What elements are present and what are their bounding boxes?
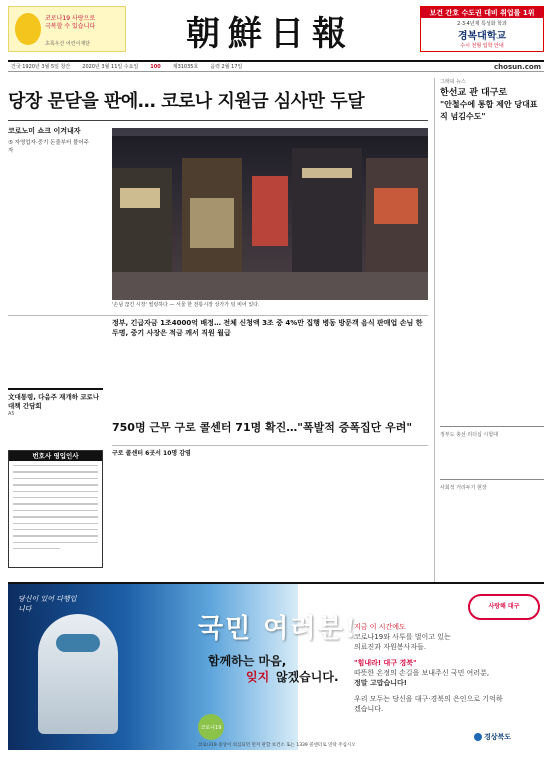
divider [112,445,428,446]
notice-body [13,465,98,563]
info-date: 2020년 3월 11일 수요일 [82,64,139,70]
right-ad-name: 경복대학교 [457,31,507,42]
info-anniversary: 100 [150,63,161,70]
newspaper-title: 朝鮮日報 [186,14,354,54]
lead-left-column [8,126,93,380]
notice-box[interactable] [8,450,103,568]
series-kicker: ⑤ 자영업자·중기 돈줄부터 풀어주자 [8,140,89,154]
goggles-icon [56,634,100,652]
left-ad-line2: 극복할 수 있습니다 [45,22,96,30]
related-article-title: 文대통령, 다음주 재개하 코로나 대책 간담회 [8,393,100,410]
body-column-1 [112,344,212,410]
ad-line-2a: 잊지 [246,670,270,684]
left-ad-line3: 초록우산 어린이재단 [45,41,91,47]
left-ad-line1: 코로나19 사랑으로 [45,15,96,22]
series-title: 코로노미 쇼크 이겨내자 [8,127,81,135]
ad-campaign-logo: 사랑해 대구 [468,594,540,620]
masthead-left-ad[interactable] [8,6,126,52]
lead-subhead[interactable]: 정부, 긴급자금 1조4000억 배정… 전체 신청액 3조 중 4%만 집행 병동 방문객 음식 판매업 손님 한두명, 중기 사장은 적금 깨서 직원 월급 [112,319,423,337]
ad-rt-2: 코로나19와 사투를 벌이고 있는 [354,633,451,641]
second-byline: 구로 콜센터 6곳서 10명 감염 [112,450,191,457]
body-column-2 [220,344,320,410]
ad-right-text [354,622,504,714]
right-column [440,78,544,419]
ad-rt-1: 지금 이 시간에도 [354,623,406,631]
ad-rt-5: 우리 모두는 당신을 대구·경북의 은인으로 기억하겠습니다. [354,695,503,713]
masthead-right-ad[interactable] [420,6,544,52]
ad-line-2b: 않겠습니다. [276,670,339,684]
ad-big-title: 국민 여러분! [198,614,359,644]
ad-brand: 경상북도 [484,733,512,741]
info-founding: 건국 1920년 3월 5일 창간 [11,64,71,70]
divider [8,120,428,121]
lead-photo[interactable] [112,128,428,300]
ad-badge: 코로나19 [198,714,224,740]
info-lunar: 음력 2월 17일 [210,64,243,70]
ad-side-text: 당신이 있어 다행입니다 [18,595,77,613]
info-bar [8,60,544,72]
ad-rt-highlight: "힘내라! 대구 경북" [354,659,417,667]
ad-footnote: 코로나19 증상이 의심되면 먼저 관할 보건소 또는 1339 콜센터로 연락 주십시오 [198,743,356,748]
right-item-1[interactable]: 정부도 총선 리더십 시험대 [440,432,498,438]
right-headline-1[interactable]: 한선교 관 대구로 [440,88,508,98]
right-ad-mid: 2·3·4년제 특성화 학과 [457,21,507,27]
lead-headline[interactable]: 당장 문닫을 판에… 코로나 지원금 심사만 두달 [8,91,365,112]
second-body-col-2 [220,462,320,574]
right-item-2[interactable]: 사회적 거리두기 현장 [440,485,487,491]
ad-rt-3: 의료진과 자원봉사자들. [354,643,427,651]
ad-rt-4: 따뜻한 온정의 손길을 보내주신 국민 여러분, [354,669,490,677]
second-body-col-1 [112,462,212,574]
info-issue: 제31035호 [172,64,199,70]
notice-title: 번호사 영입인사 [9,451,102,461]
right-label: 그래픽 뉴스 [440,79,466,85]
bottom-advertisement[interactable] [8,582,544,750]
right-ad-bottom: 수시 전형 입학 안내 [460,43,504,49]
medical-worker-image [38,614,118,734]
ad-line-1: 함께하는 마음, [208,654,287,668]
mascot-icon [15,13,41,45]
ad-rt-bold: 정말 고맙습니다! [354,679,407,687]
photo-caption-area [112,302,428,314]
right-ad-top: 보건 간호 수도권 대비 취업률 1위 [421,7,543,18]
site-url[interactable]: chosun.com [494,62,541,71]
photo-caption: '손님 끊긴 시장' 썰렁하다 — 서울 한 전통시장 상가가 텅 비어 있다. [112,302,260,308]
gyeongbuk-logo-icon [474,733,482,741]
second-headline[interactable]: 750명 근무 구로 콜센터 71명 확진…"폭발적 증폭집단 우려" [112,421,413,434]
lead-body-text [8,160,93,380]
right-column-lower [440,426,544,554]
right-headline-2[interactable]: "안철수에 통합 제안 당대표직 넘김수도" [440,100,538,121]
body-column-3 [328,344,428,410]
second-body-col-3 [328,462,428,574]
related-article-page: A5 [8,411,15,417]
divider [8,315,428,316]
related-article-box[interactable] [8,388,103,417]
right-body-text [440,129,544,419]
